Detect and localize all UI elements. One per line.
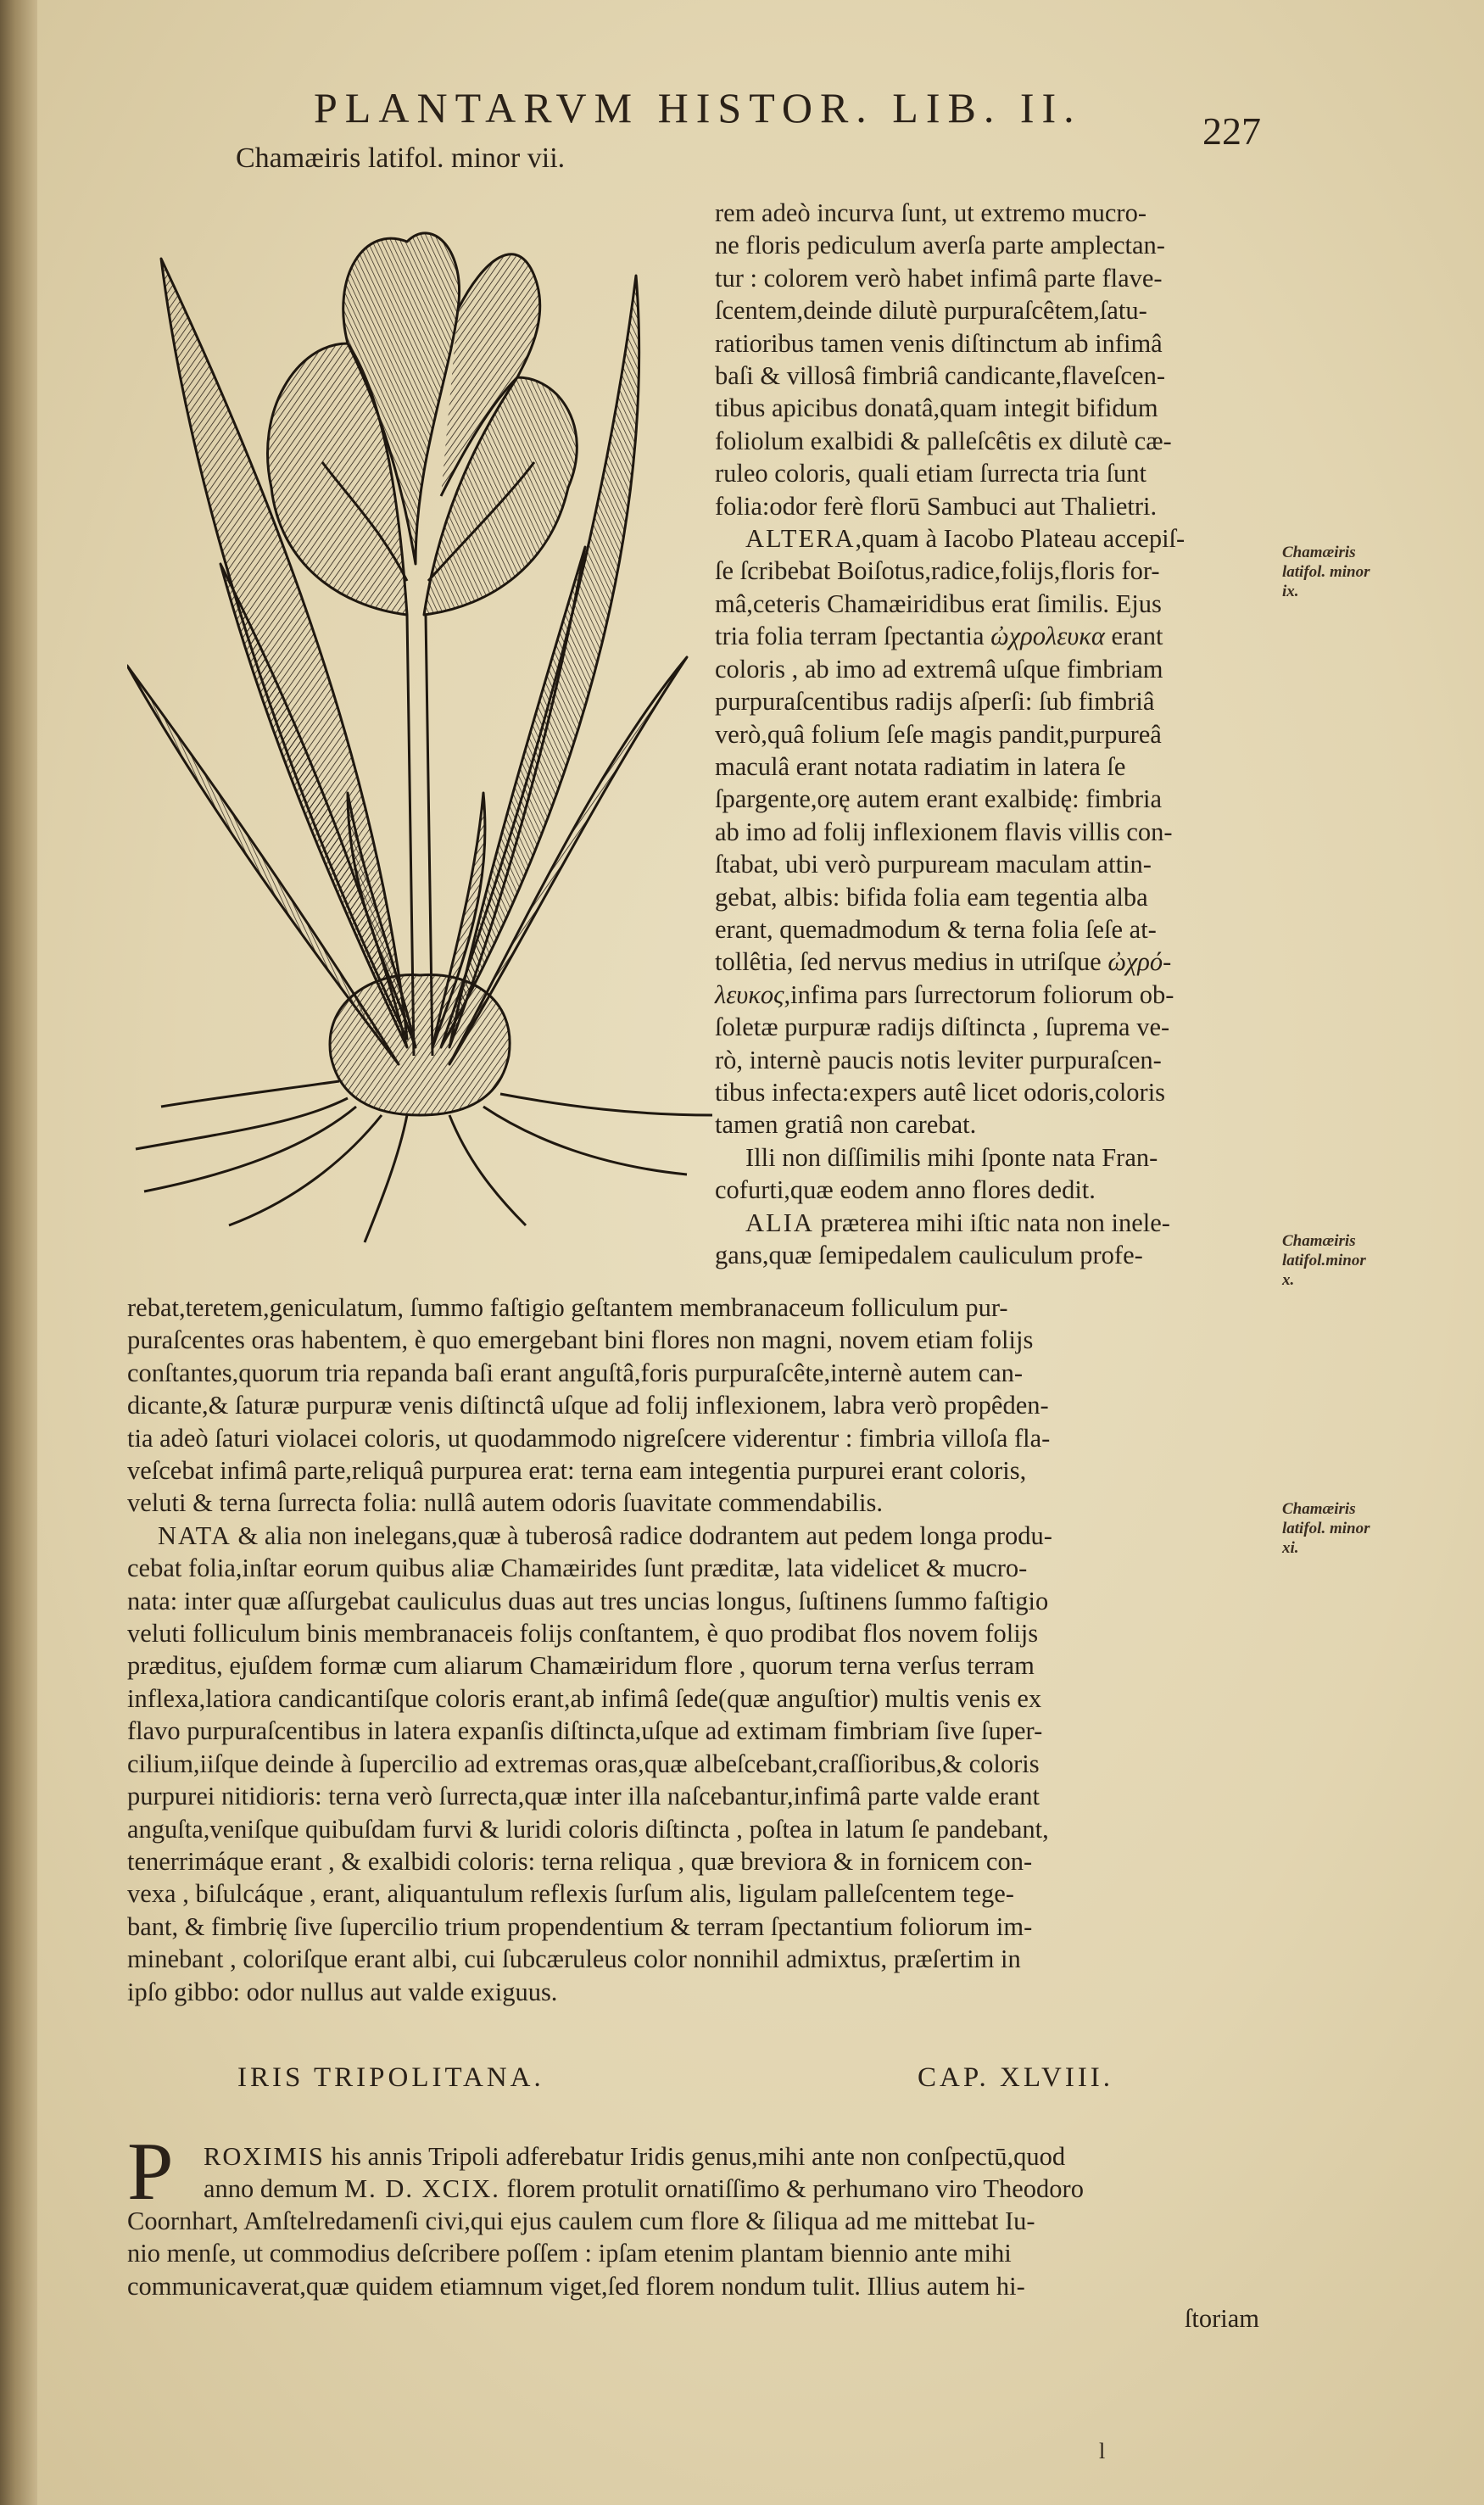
text-line: bant, & fimbrię ſive ſupercilio trium propendentium & terram ſpectantium foliorum im- <box>127 1911 1033 1941</box>
text-line: tamen gratiâ non carebat. <box>715 1110 977 1140</box>
text-line: cofurti,quæ eodem anno flores dedit. <box>715 1175 1096 1205</box>
chapter-text <box>204 2140 1084 2206</box>
text-line: purpurei nitidioris: terna verò ſurrecta,quæ inter illa naſcebantur,infimâ parte valde erant <box>127 1782 1040 1811</box>
text-line: veluti folliculum binis membranaceis folijs conſtantem, è quo prodibat flos novem folijs <box>127 1619 1039 1649</box>
text-line: baſi & villosâ fimbriâ candicante,flaveſcen- <box>715 361 1165 391</box>
column-text <box>715 197 1185 1271</box>
small-caps-lead: ALTERA <box>745 524 856 554</box>
text-line: ſoletæ purpuræ radijs diſtincta , ſuprema ve- <box>715 1013 1170 1042</box>
text-line: minebant , coloriſque erant albi, cui ſubcæruleus color nonnihil admixtus, præſertim in <box>127 1944 1021 1974</box>
signature-mark: l <box>1099 2439 1106 2463</box>
chapter-number: CAP. XLVIII. <box>918 2062 1114 2093</box>
greek-word: ὠχρό- <box>1107 947 1172 977</box>
text-line: maculâ erant notata radiatim in latera ſe <box>715 751 1126 781</box>
text-line: ſcentem,deinde dilutè purpuraſcêtem,ſatu- <box>715 296 1147 326</box>
text-line: tria folia terram ſpectantia ὠχρολευκα erant <box>715 622 1163 651</box>
text-line: rò, internè paucis notis leviter purpuraſcen- <box>715 1045 1162 1074</box>
text-line: veſcebat infimâ parte,reliquâ purpurea erat: terna eam integentia purpurei erant coloris, <box>127 1456 1027 1486</box>
paragraph-lead-line: ALTERA,quam à Iacobo Plateau accepiſ- <box>745 524 1186 554</box>
page-number: 227 <box>1202 109 1261 153</box>
text-line: anno demum M. D. XCIX. florem protulit ornatiſſimo & perhumano viro Theodoro <box>204 2174 1084 2204</box>
text-line: tur : colorem verò habet infimâ parte flave- <box>715 263 1163 293</box>
text-line: dicante,& ſaturæ purpuræ venis diſtinctâ uſque ad folij inflexionem, labra verò propêden- <box>127 1391 1049 1420</box>
text-line: purpuraſcentibus radijs aſperſi: ſub fimbriâ <box>715 687 1155 717</box>
text-line: nata: inter quæ aſſurgebat cauliculus duas aut tres uncias longus, ſuſtinens ſummo faſtigio <box>127 1586 1049 1615</box>
running-head: PLANTARVM HISTOR. LIB. II. <box>314 84 1082 131</box>
text-line: rem adeò incurva ſunt, ut extremo mucro- <box>715 198 1146 227</box>
text-line: conſtantes,quorum tria repanda baſi erant anguſtâ,foris purpuraſcête,internè autem can- <box>127 1358 1024 1387</box>
text-line: veluti & terna ſurrecta folia: nullâ autem odoris ſuavitate commendabilis. <box>127 1488 883 1518</box>
text-line: erant, quemadmodum & terna folia ſeſe at- <box>715 914 1157 944</box>
text-line: ab imo ad folij inflexionem flavis villis con- <box>715 817 1173 846</box>
text-line: rebat,teretem,geniculatum, ſummo faſtigio geſtantem membranaceum folliculum pur- <box>127 1293 1008 1322</box>
paragraph-lead-line: ALIA præterea mihi iſtic nata non inele- <box>745 1208 1170 1237</box>
text-line: gans,quæ ſemipedalem cauliculum profe- <box>715 1241 1143 1269</box>
text-line: coloris , ab imo ad extremâ uſque fimbriam <box>715 654 1163 683</box>
text-line: flavo purpuraſcentibus in latera expanſis diſtincta,uſque ad extimam fimbriam ſive ſuper- <box>127 1716 1043 1746</box>
text-line: gebat, albis: bifida folia eam tegentia alba <box>715 882 1148 912</box>
text-line: præditus, ejuſdem formæ cum aliarum Chamæiridum flore , quorum terna verſus terram <box>127 1651 1035 1681</box>
text-line: ROXIMIS his annis Tripoli adferebatur Iridis genus,mihi ante non conſpectū,quod <box>204 2142 1066 2171</box>
chapter-text-cont <box>127 2205 1259 2335</box>
text-line: communicaverat,quæ quidem etiamnum viget,ſed florem nondum tulit. Illius autem hi- <box>127 2271 1025 2301</box>
full-width-text <box>127 1292 1052 2008</box>
text-line: folia:odor ferè florū Sambuci aut Thalietri. <box>715 491 1158 521</box>
drop-cap: P <box>127 2126 174 2218</box>
text-line: mâ,ceteris Chamæiridibus erat ſimilis. Ejus <box>715 589 1162 618</box>
text-line: cebat folia,inſtar eorum quibus aliæ Chamæirides ſunt præditæ, lata videlicet & mucro- <box>127 1554 1028 1583</box>
text-line: ſpargente,orę autem erant exalbidę: fimbria <box>715 784 1163 814</box>
text-line: ne floris pediculum averſa parte amplectan- <box>715 231 1165 260</box>
small-caps-lead: ALIA <box>745 1208 814 1237</box>
greek-word: ὠχρολευκα <box>990 622 1105 651</box>
iris-woodcut-illustration <box>127 208 712 1251</box>
text-line: puraſcentes oras habentem, è quo emergebant bini flores non magni, novem etiam folijs <box>127 1325 1034 1355</box>
text-line: ſtabat, ubi verò purpuream maculam attin- <box>715 850 1152 879</box>
text-line: foliolum exalbidi & palleſcêtis ex dilutè cæ- <box>715 426 1172 455</box>
greek-word: λευκος <box>715 979 784 1009</box>
text-line: tibus infecta:expers autê licet odoris,coloris <box>715 1077 1166 1107</box>
text-line: λευκος,infima pars ſurrectorum foliorum ob- <box>715 979 1174 1009</box>
text-line: verò,quâ folium ſeſe magis pandit,purpureâ <box>715 719 1162 749</box>
text-line: tia adeò ſaturi violacei coloris, ut quodammodo nigreſcere viderentur : fimbria villoſa fla- <box>127 1423 1051 1453</box>
text-line: tenerrimáque erant , & exalbidi coloris: terna reliqua , quæ breviora & in fornicem con- <box>127 1846 1033 1876</box>
text-line: nio menſe, ut commodius deſcribere poſſem : ipſam etenim plantam biennio ante mihi <box>127 2239 1012 2268</box>
book-gutter <box>0 0 37 2505</box>
small-caps-lead: NATA <box>158 1520 232 1550</box>
text-line: tibus apicibus donatâ,quam integit bifidum <box>715 393 1158 423</box>
margin-note: Chamæiris latifol. minor xi. <box>1282 1500 1370 1557</box>
text-line: ſe ſcribebat Boiſotus,radice,folijs,floris for- <box>715 556 1160 586</box>
text-line: cilium,iiſque deinde à ſupercilio ad extremas oras,quæ albeſcebant,craſſioribus,& coloris <box>127 1749 1040 1778</box>
margin-note: Chamæiris latifol. minor ix. <box>1282 544 1370 600</box>
catchword: ſtoriam <box>1184 2304 1259 2334</box>
text-line: tollêtia, ſed nervus medius in utriſque ὠχρό- <box>715 947 1172 977</box>
text-line: Illi non diſſimilis mihi ſponte nata Fran- <box>745 1142 1158 1172</box>
chapter-title: IRIS TRIPOLITANA. <box>237 2062 544 2093</box>
text-line: ruleo coloris, quali etiam ſurrecta tria ſunt <box>715 459 1146 488</box>
figure-caption: Chamæiris latifol. minor vii. <box>236 142 566 174</box>
text-line: inflexa,latiora candicantiſque coloris erant,ab infimâ ſede(quæ anguſtior) multis venis ex <box>127 1683 1042 1713</box>
paragraph-lead-line: NATA & alia non inelegans,quæ à tuberosâ radice dodrantem aut pedem longa produ- <box>158 1520 1052 1550</box>
text-line: Coornhart, Amſtelredamenſi civi,qui ejus caulem cum flore & ſiliqua ad me mittebat Iu- <box>127 2207 1035 2235</box>
text-line: vexa , biſulcáque , erant, aliquantulum reflexis ſurſum alis, ligulam palleſcentem tege- <box>127 1879 1014 1909</box>
text-line: ipſo gibbo: odor nullus aut valde exiguus. <box>127 1977 558 2006</box>
text-line: ratioribus tamen venis diſtinctum ab infimâ <box>715 328 1163 358</box>
text-line: anguſta,veniſque quibuſdam furvi & luridi coloris diſtincta , poſtea in latum ſe pandebant, <box>127 1814 1049 1844</box>
margin-note: Chamæiris latifol.minor x. <box>1282 1232 1366 1289</box>
